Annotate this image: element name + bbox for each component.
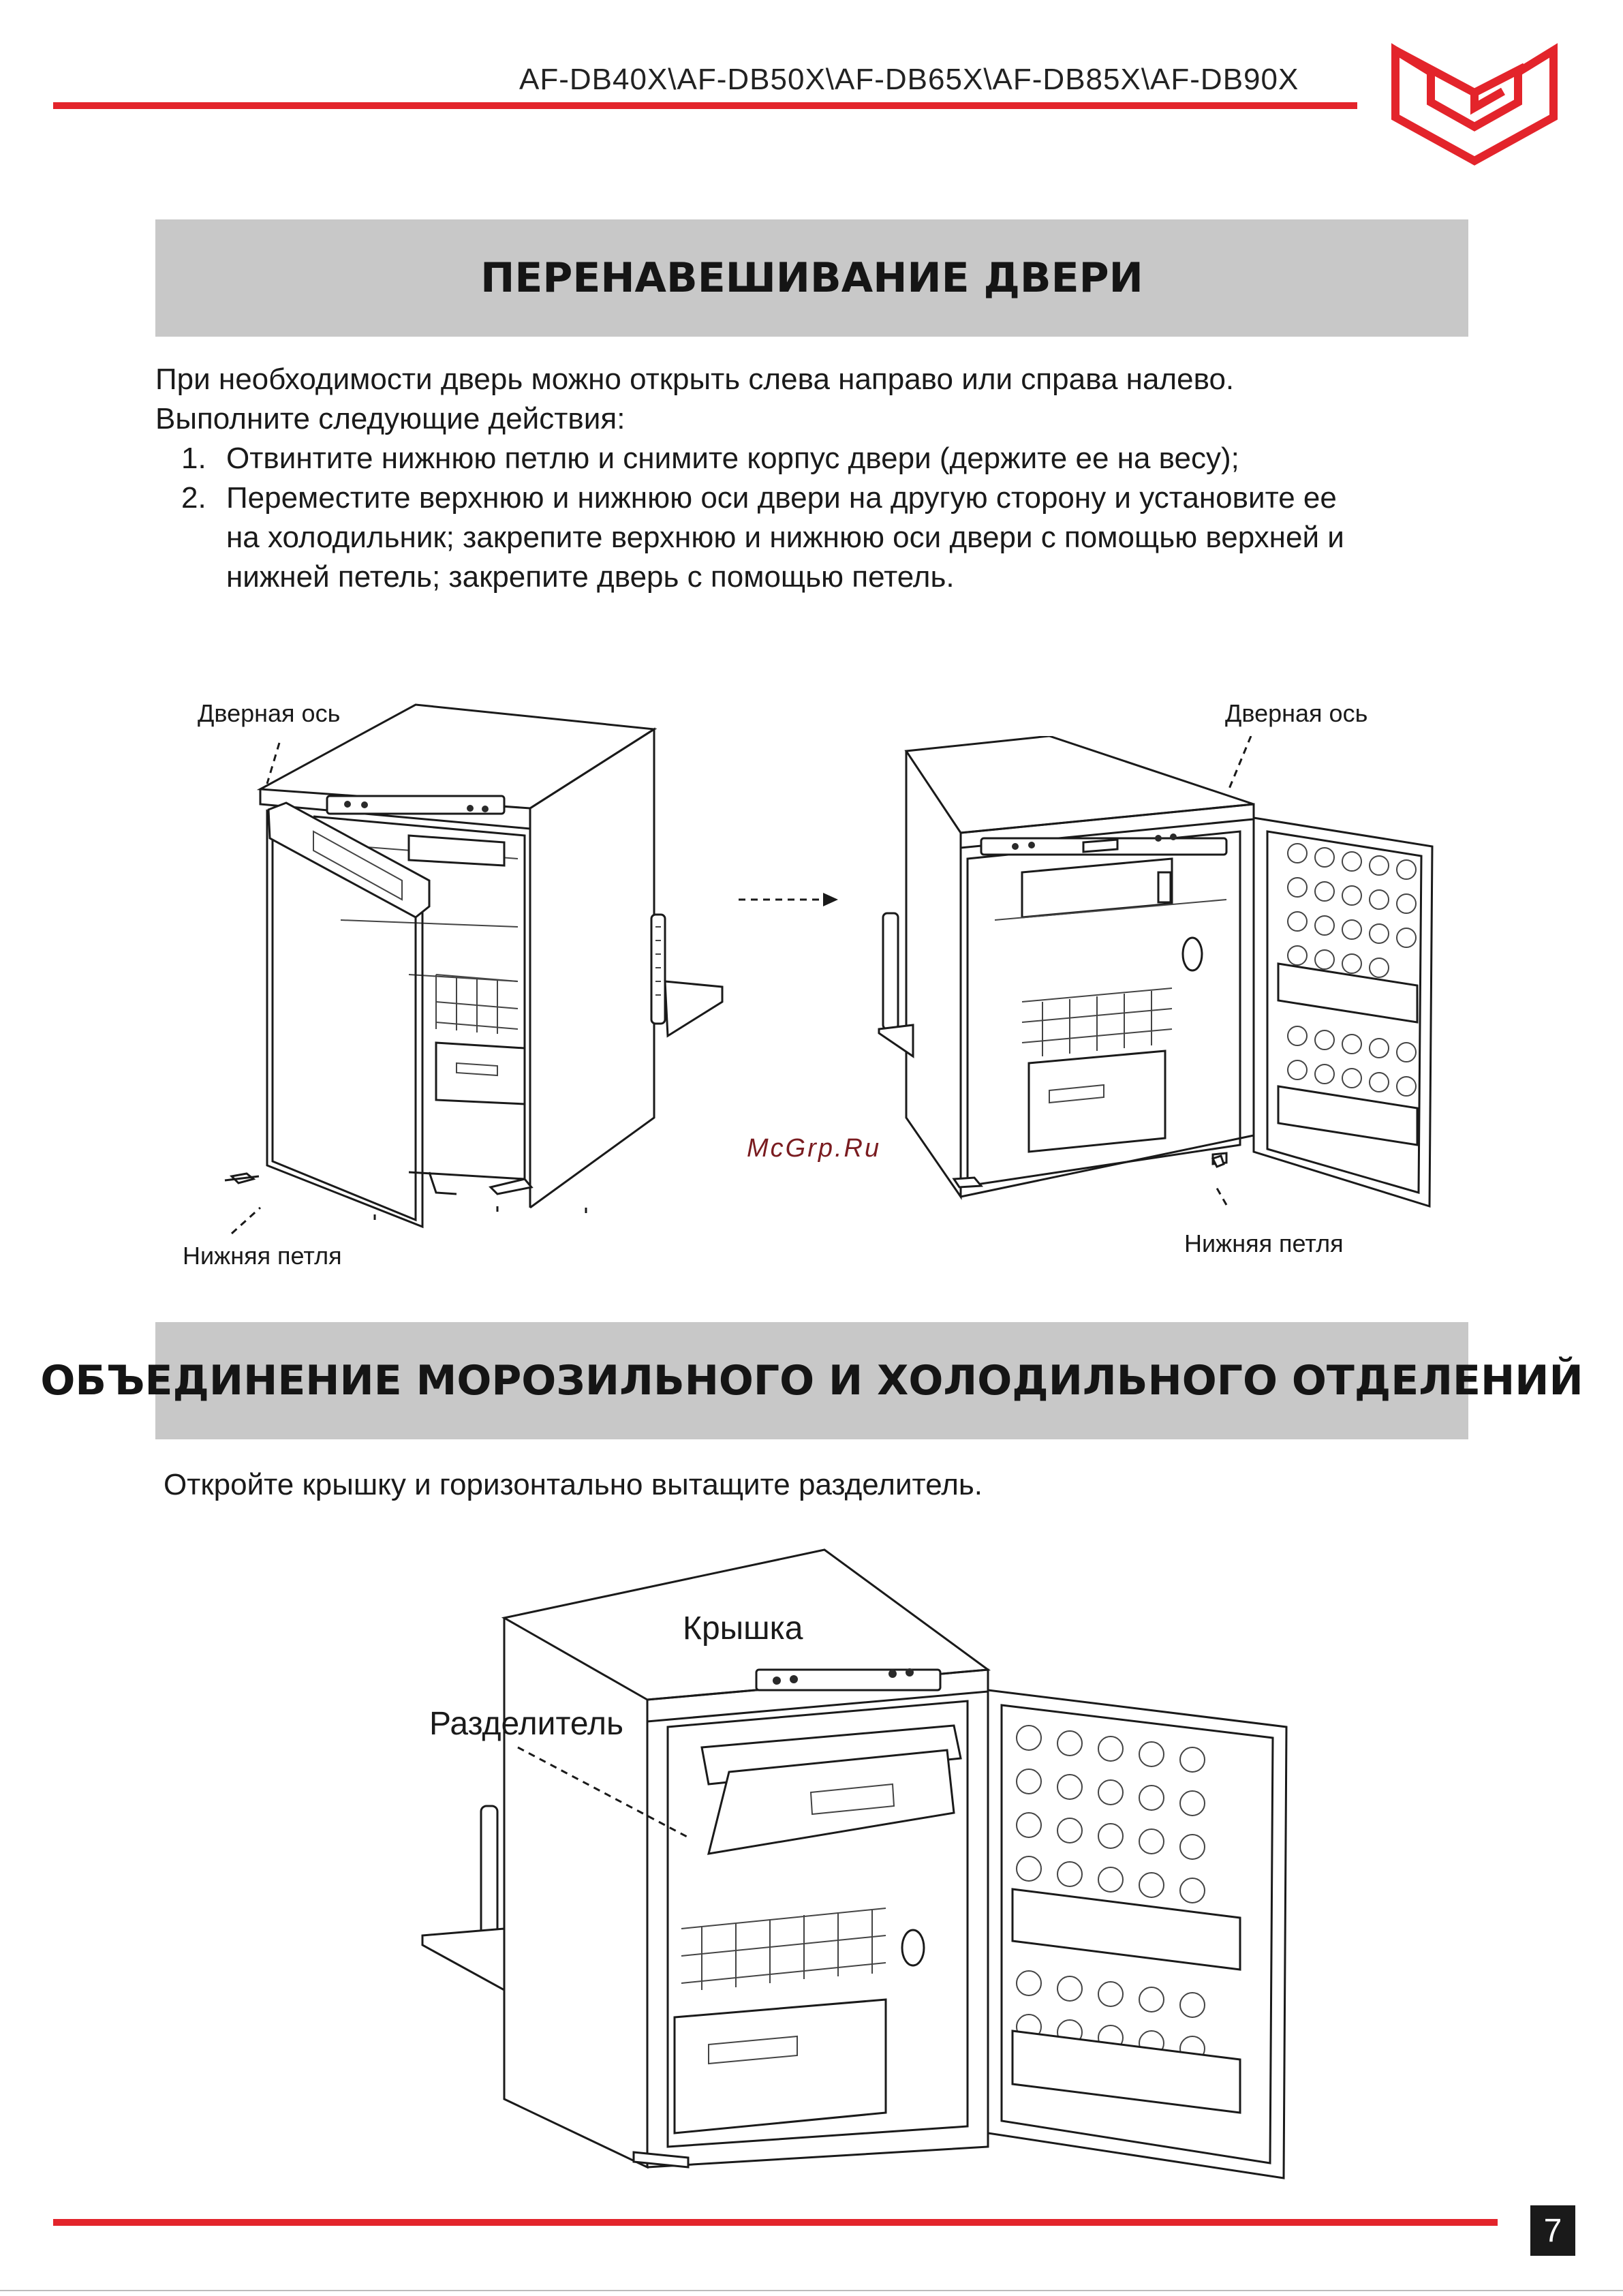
section2-instruction: Откройте крышку и горизонтально вытащите разделитель. xyxy=(164,1468,983,1501)
section-title-door-reversal: ПЕРЕНАВЕШИВАНИЕ ДВЕРИ xyxy=(155,219,1468,337)
left-door-axis-label: Дверная ось xyxy=(198,699,341,727)
transition-arrow-icon xyxy=(736,886,845,913)
left-lower-hinge-label: Нижняя петля xyxy=(183,1242,342,1270)
divider-label: Разделитель xyxy=(429,1706,624,1742)
list-text: нижней петель; закрепите дверь с помощью петель. xyxy=(226,560,955,594)
list-number: 2. xyxy=(181,481,206,515)
section-title-combine-compartments: ОБЪЕДИНЕНИЕ МОРОЗИЛЬНОГО И ХОЛОДИЛЬНОГО ОТДЕЛЕНИЙ xyxy=(155,1322,1468,1439)
list-item xyxy=(181,439,1239,478)
watermark: McGrp.Ru xyxy=(747,1134,882,1163)
list-number: 1. xyxy=(181,442,206,475)
header-rule xyxy=(53,102,1357,109)
right-door-axis-label: Дверная ось xyxy=(1225,699,1368,727)
intro-line-1: При необходимости дверь можно открыть слева направо или справа налево. xyxy=(155,363,1235,396)
list-item-continued xyxy=(181,557,955,597)
divider-removal-illustration xyxy=(416,1547,1308,2194)
page-number: 7 xyxy=(1530,2205,1575,2256)
model-list: AF-DB40X\AF-DB50X\AF-DB65X\AF-DB85X\AF-DB90X xyxy=(519,63,1299,96)
footer-rule xyxy=(53,2219,1498,2226)
intro-line-2: Выполните следующие действия: xyxy=(155,402,625,435)
fridge-door-removed-illustration xyxy=(204,702,749,1247)
fridge-door-reversed-illustration xyxy=(872,736,1458,1227)
list-text: на холодильник; закрепите верхнюю и нижнюю оси двери с помощью верхней и xyxy=(226,521,1344,554)
right-lower-hinge-label: Нижняя петля xyxy=(1184,1229,1344,1257)
list-item-continued xyxy=(181,518,1344,557)
list-text: Отвинтите нижнюю петлю и снимите корпус двери (держите ее на весу); xyxy=(226,442,1239,475)
list-item xyxy=(181,478,1337,518)
lid-label: Крышка xyxy=(683,1610,803,1647)
list-text: Переместите верхнюю и нижнюю оси двери на другую сторону и установите ее xyxy=(226,481,1337,515)
bottom-edge-line xyxy=(0,2290,1623,2291)
brand-logo-icon xyxy=(1389,37,1560,166)
